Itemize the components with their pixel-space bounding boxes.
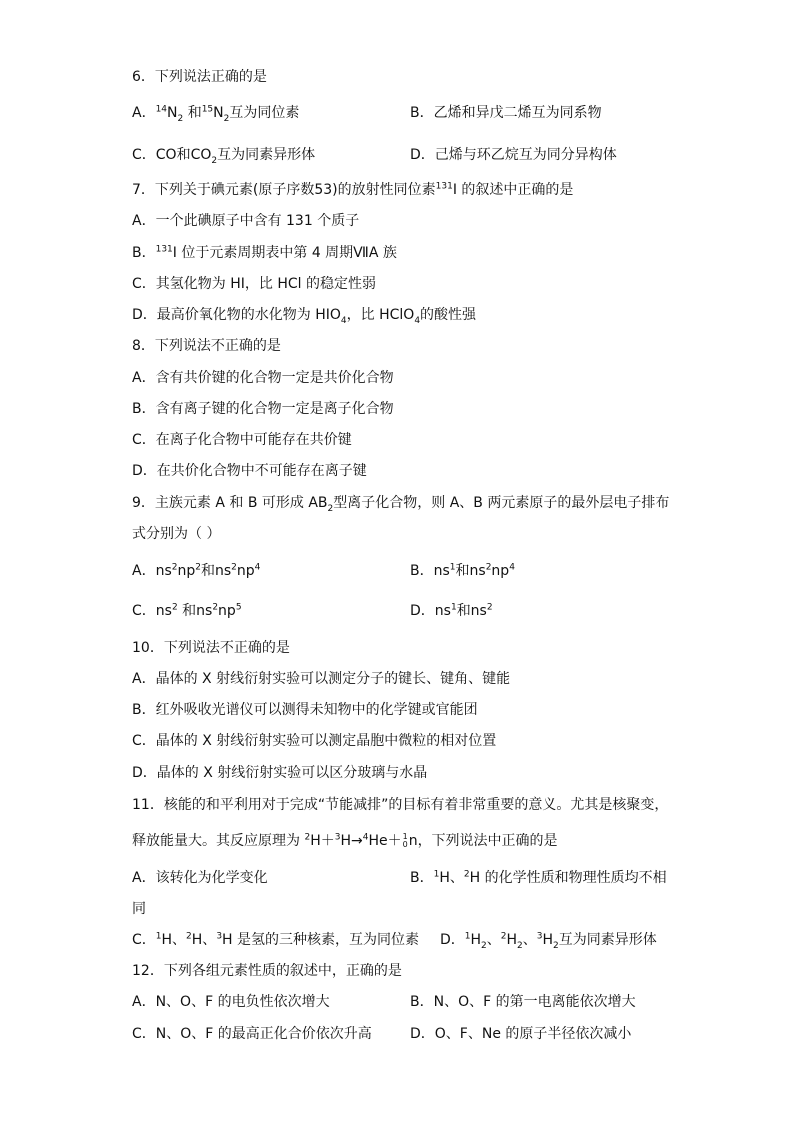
q12-option-d: D．O、F、Ne 的原子半径依次减小 [410, 1026, 632, 1042]
neutron-notation: 1 0 [402, 832, 408, 849]
q11-stem-line2: 释放能量大。其反应原理为 $^2$H＋$^3$H→$^4$He＋ 1 0 n，下列说法中正确的是 [132, 832, 558, 849]
q12-option-a: A．N、O、F 的电负性依次增大 [132, 994, 330, 1010]
q12-stem: 12．下列各组元素性质的叙述中，正确的是 [132, 963, 402, 979]
q9-stem-line1: 9．主族元素 A 和 B 可形成 $AB_2$型离子化合物，则 A、B 两元素原子的最外层电子排布 [132, 495, 670, 514]
q8-option-c: C．在离子化合物中可能存在共价键 [132, 432, 352, 448]
q11-option-b: B．$^1$H、$^2$H 的化学性质和物理性质均不相 [410, 869, 667, 886]
q10-option-d: D．晶体的 X 射线衍射实验可以区分玻璃与水晶 [132, 765, 428, 781]
q9-option-d: D．$ns^1$和$ns^2$ [410, 602, 493, 619]
q7-option-b: B．$^{131}$I 位于元素周期表中第 4 周期ⅦA 族 [132, 244, 397, 261]
q11-option-a: A．该转化为化学变化 [132, 870, 268, 886]
q8-option-b: B．含有离子键的化合物一定是离子化合物 [132, 401, 394, 417]
q8-option-a: A．含有共价键的化合物一定是共价化合物 [132, 370, 394, 386]
q11-option-c: C．$^1$H、$^2$H、$^3$H 是氢的三种核素，互为同位素 [132, 931, 420, 948]
q9-option-a: A．$ns^2np^2$和$ns^2np^4$ [132, 562, 261, 579]
q7-option-a: A．一个此碘原子中含有 131 个质子 [132, 213, 360, 229]
q8-stem: 8．下列说法不正确的是 [132, 338, 281, 354]
q9-option-c: C．$ns^2$ 和$ns^2np^5$ [132, 602, 242, 619]
q7-option-d: D．最高价氧化物的水化物为 $HIO_4$，比 HClO$_4$的酸性强 [132, 307, 477, 326]
q10-option-b: B．红外吸收光谱仪可以测得未知物中的化学键或官能团 [132, 702, 478, 718]
q6-option-c: C．CO和$CO_2$互为同素异形体 [132, 147, 316, 166]
q7-stem: 7．下列关于碘元素(原子序数53)的放射性同位素$^{131}$I 的叙述中正确的是 [132, 181, 574, 198]
q6-stem: 6．下列说法正确的是 [132, 69, 267, 85]
q7-option-c: C．其氢化物为 HI，比 HCl 的稳定性弱 [132, 276, 376, 292]
q11-option-b-continued: 同 [132, 901, 146, 917]
q9-stem-line2: 式分别为（ ） [132, 526, 221, 542]
q10-stem: 10．下列说法不正确的是 [132, 640, 290, 656]
q10-option-c: C．晶体的 X 射线衍射实验可以测定晶胞中微粒的相对位置 [132, 733, 497, 749]
q12-option-b: B．N、O、F 的第一电离能依次增大 [410, 994, 636, 1010]
q6-option-b: B．乙烯和异戊二烯互为同系物 [410, 105, 602, 121]
q8-option-d: D．在共价化合物中不可能存在离子键 [132, 463, 367, 479]
q11-option-d: D．$^1H_2$、$^2H_2$、$^3H_2$互为同素异形体 [440, 931, 657, 951]
q11-stem-line1: 11．核能的和平利用对于完成“节能减排”的目标有着非常重要的意义。尤其是核聚变， [132, 797, 669, 813]
q10-option-a: A．晶体的 X 射线衍射实验可以测定分子的键长、键角、键能 [132, 671, 511, 687]
q12-option-c: C．N、O、F 的最高正化合价依次升高 [132, 1026, 372, 1042]
q6-option-d: D．己烯与环乙烷互为同分异构体 [410, 147, 617, 163]
q6-option-a: A．$^{14}N_2$ 和$^{15}N_2$互为同位素 [132, 104, 300, 124]
q9-option-b: B．$ns^1$和$ns^2np^4$ [410, 562, 515, 579]
